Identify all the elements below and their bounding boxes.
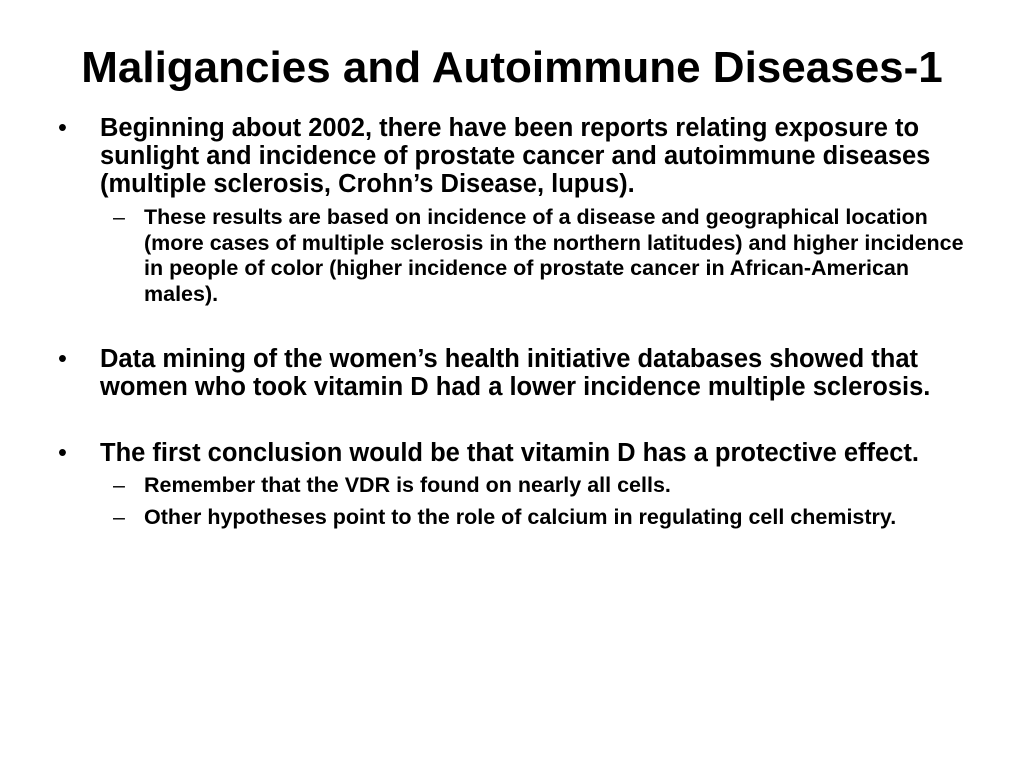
bullet-3-sub-1-text: Remember that the VDR is found on nearly all cells. [144, 473, 671, 497]
bullet-marker: • [58, 439, 67, 467]
bullet-3-sub-2 [56, 505, 966, 531]
bullet-1-text: Beginning about 2002, there have been reports relating exposure to sunlight and incidence of prostate cancer and autoimmune diseases (multiple sclerosis, Crohn’s Disease, lupus). [100, 114, 931, 198]
bullet-2 [56, 345, 966, 401]
bullet-marker: • [58, 345, 67, 373]
bullet-3-text: The first conclusion would be that vitamin D has a protective effect. [100, 439, 919, 467]
slide-content [56, 114, 966, 530]
sub-marker: – [113, 473, 125, 497]
bullet-1 [56, 114, 966, 198]
bullet-3-sub-2-text: Other hypotheses point to the role of calcium in regulating cell chemistry. [144, 504, 897, 529]
slide-title: Maligancies and Autoimmune Diseases-1 [81, 43, 943, 92]
bullet-marker: • [58, 114, 67, 142]
sub-marker: – [113, 205, 125, 229]
sub-marker: – [113, 504, 125, 529]
bullet-2-text: Data mining of the women’s health initiative databases showed that women who took vitamin D had a lower incidence multiple sclerosis. [100, 345, 931, 401]
bullet-3 [56, 439, 966, 467]
bullet-1-sub-1-text: These results are based on incidence of a disease and geographical location (more cases of multiple sclerosis in the northern latitudes) and higher incidence in people of color (higher incidence of prostate cancer in African-American males). [144, 205, 964, 306]
bullet-1-sub-1 [56, 205, 966, 307]
bullet-3-sub-1 [56, 473, 966, 499]
